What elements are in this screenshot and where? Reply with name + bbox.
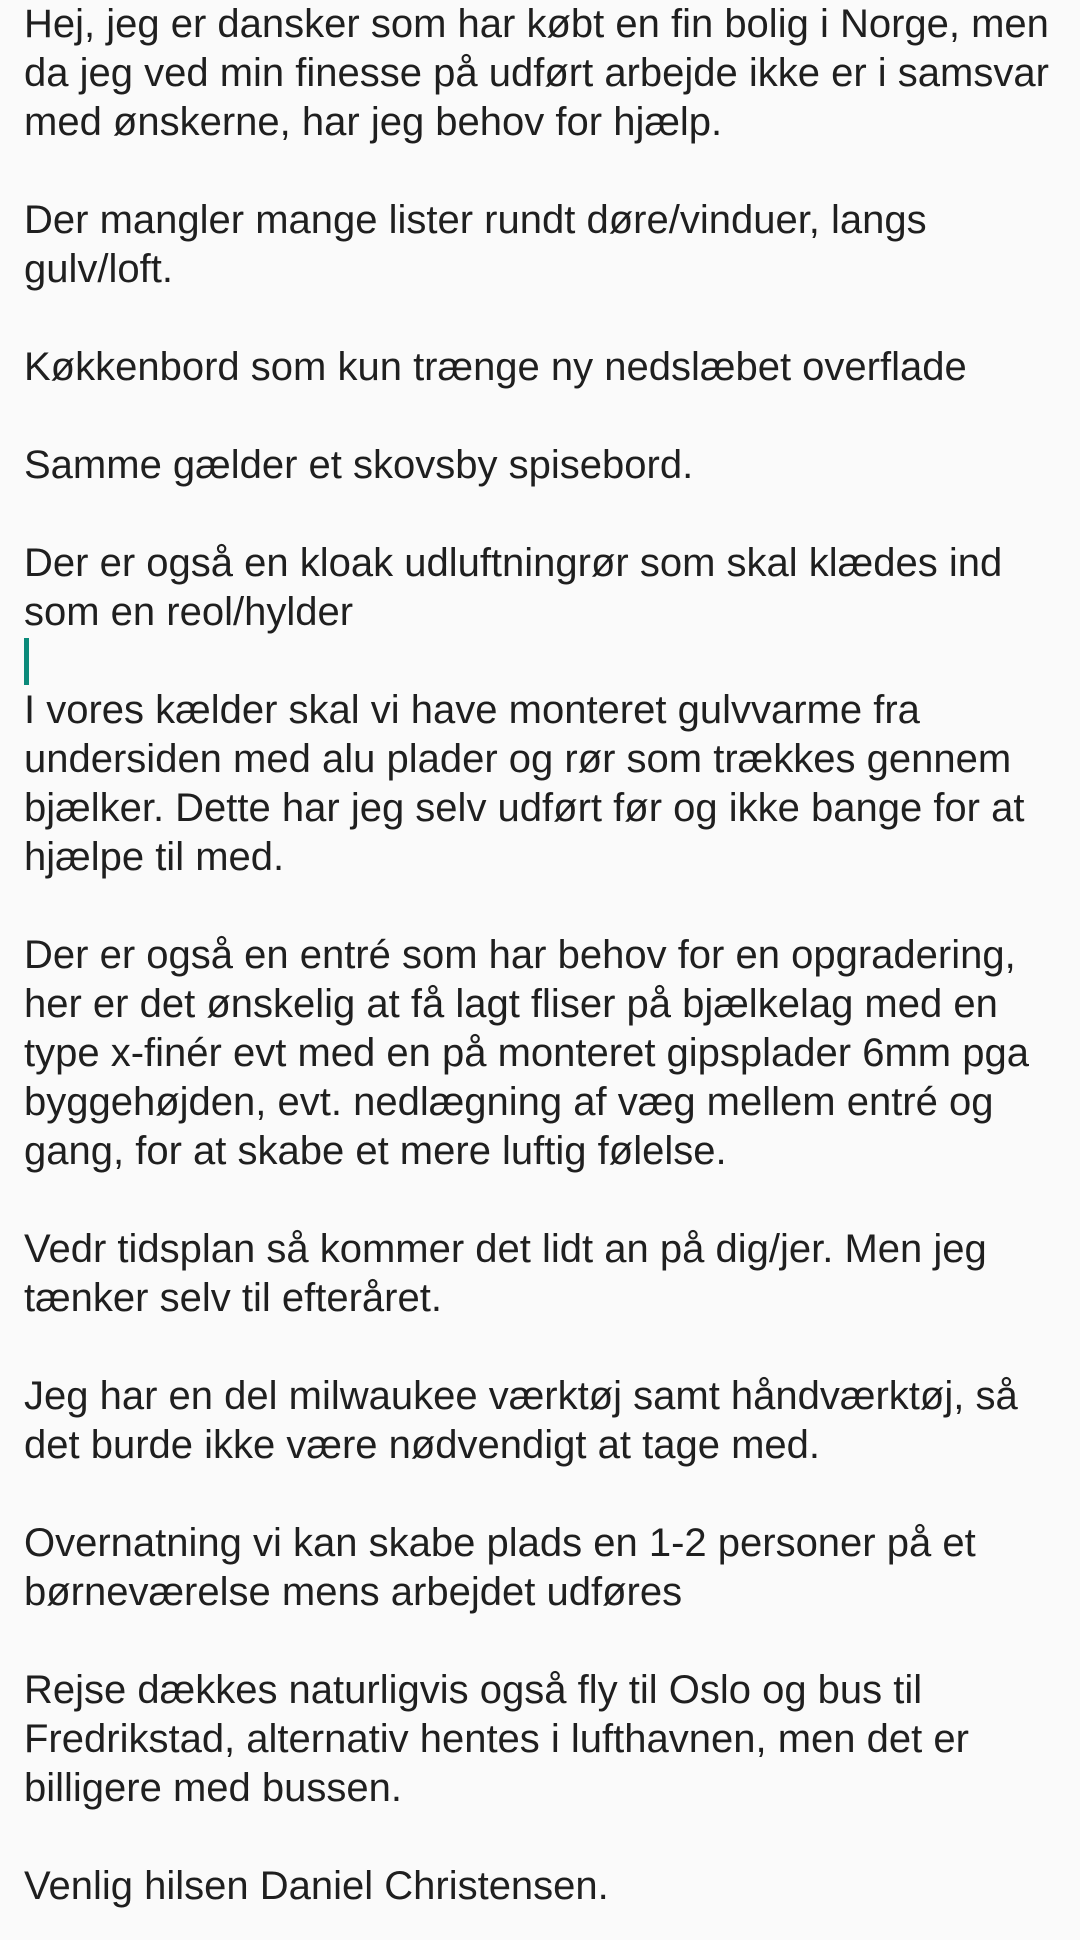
paragraph: Der mangler mange lister rundt døre/vinduer, langs gulv/loft. xyxy=(24,198,927,291)
empty-line xyxy=(24,294,1064,343)
empty-line xyxy=(24,1470,1064,1519)
empty-line xyxy=(24,1323,1064,1372)
empty-line xyxy=(24,147,1064,196)
empty-line xyxy=(24,490,1064,539)
empty-line xyxy=(24,1176,1064,1225)
text-cursor xyxy=(24,638,29,685)
paragraph: Vedr tidsplan så kommer det lidt an på dig/jer. Men jeg tænker selv til efteråret. xyxy=(24,1227,987,1320)
empty-line xyxy=(24,1617,1064,1666)
paragraph: Samme gælder et skovsby spisebord. xyxy=(24,443,694,487)
paragraph: Der er også en entré som har behov for en opgradering, her er det ønskelig at få lagt fliser på bjælkelag med en type x-finér evt med en på monteret gipsplader 6mm pga byggehøjden, evt. nedlægning af væg mellem entré og gang, for at skabe et mere luftig følelse. xyxy=(24,933,1029,1173)
empty-line xyxy=(24,1813,1064,1862)
paragraph: Rejse dækkes naturligvis også fly til Oslo og bus til Fredrikstad, alternativ hentes i lufthavnen, men det er billigere med bussen. xyxy=(24,1668,969,1810)
paragraph: Overnatning vi kan skabe plads en 1-2 personer på et børneværelse mens arbejdet udføres xyxy=(24,1521,976,1614)
paragraph: Jeg har en del milwaukee værktøj samt håndværktøj, så det burde ikke være nødvendigt at tage med. xyxy=(24,1374,1018,1467)
cursor-line xyxy=(24,637,1064,686)
paragraph: I vores kælder skal vi have monteret gulvvarme fra undersiden med alu plader og rør som trækkes gennem bjælker. Dette har jeg selv udført før og ikke bange for at hjælpe til med. xyxy=(24,688,1025,879)
paragraph: Køkkenbord som kun trænge ny nedslæbet overflade xyxy=(24,345,967,389)
empty-line xyxy=(24,392,1064,441)
empty-line xyxy=(24,882,1064,931)
paragraph: Der er også en kloak udluftningrør som skal klædes ind som en reol/hylder xyxy=(24,541,1003,634)
signature: Venlig hilsen Daniel Christensen. xyxy=(24,1864,609,1908)
message-text-area[interactable] xyxy=(24,0,1064,1940)
paragraph: Hej, jeg er dansker som har købt en fin bolig i Norge, men da jeg ved min finesse på udført arbejde ikke er i samsvar med ønskerne, har jeg behov for hjælp. xyxy=(24,2,1049,144)
